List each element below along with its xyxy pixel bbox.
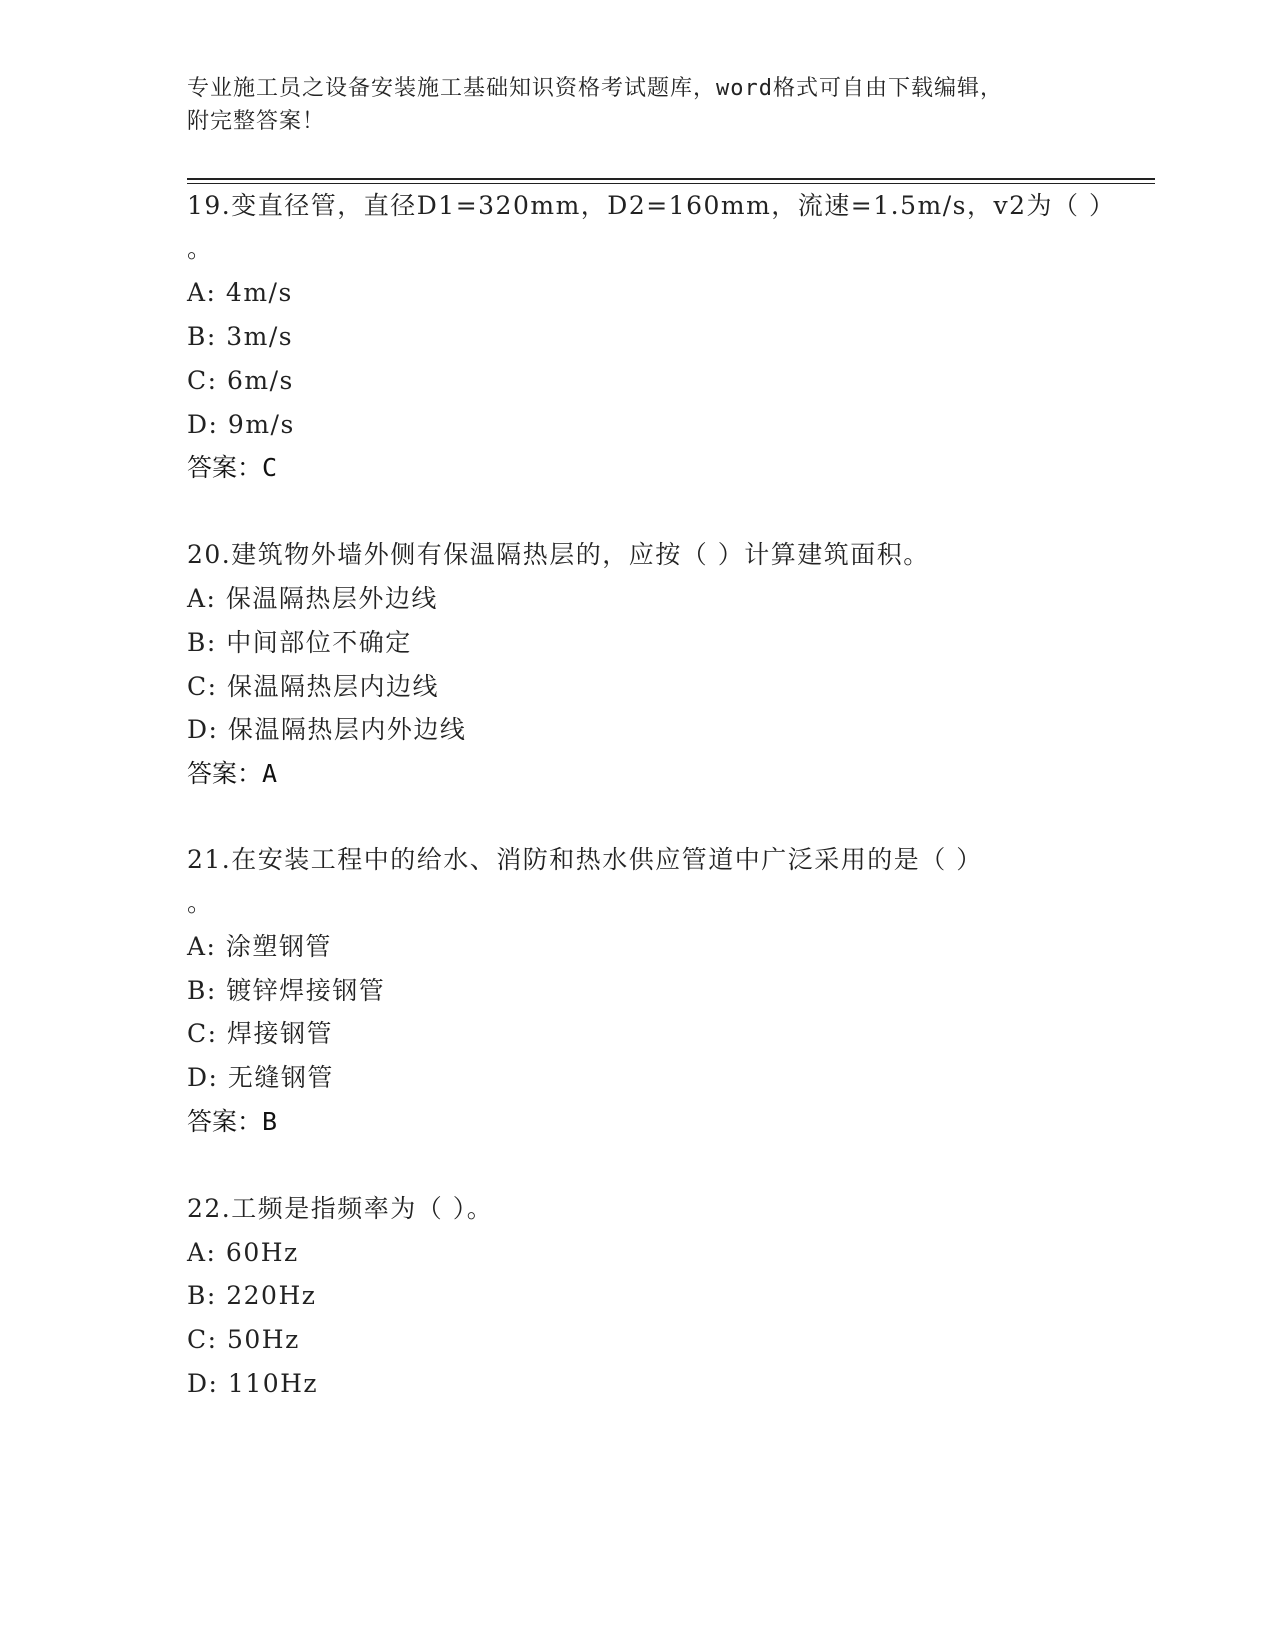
answer-value: C bbox=[262, 453, 278, 482]
question-19-option-d: D: 9m/s bbox=[187, 410, 295, 439]
question-20-answer bbox=[187, 758, 277, 790]
question-20-option-c: C: 保温隔热层内边线 bbox=[187, 672, 439, 701]
question-22-stem: 22.工频是指频率为（ ）。 bbox=[187, 1194, 494, 1223]
question-19-option-b: B: 3m/s bbox=[187, 322, 294, 351]
question-21-stem: 21.在安装工程中的给水、消防和热水供应管道中广泛采用的是（ ） bbox=[187, 845, 983, 874]
question-21-option-a: A: 涂塑钢管 bbox=[187, 932, 332, 961]
question-19-stem: 19.变直径管，直径D1=320mm，D2=160mm，流速=1.5m/s，v2为（ ） bbox=[187, 191, 1116, 220]
header-divider-thick bbox=[187, 178, 1155, 180]
answer-label: 答案： bbox=[187, 1107, 263, 1136]
question-21-option-c: C: 焊接钢管 bbox=[187, 1019, 333, 1048]
question-22-option-a: A: 60Hz bbox=[187, 1238, 299, 1267]
question-20-stem: 20.建筑物外墙外侧有保温隔热层的，应按（ ）计算建筑面积。 bbox=[187, 540, 930, 569]
question-19-option-c: C: 6m/s bbox=[187, 366, 294, 395]
answer-label: 答案： bbox=[187, 759, 263, 788]
answer-value: A bbox=[262, 759, 278, 788]
question-20-option-a: A: 保温隔热层外边线 bbox=[187, 584, 438, 613]
document-header bbox=[187, 72, 1087, 138]
question-22-option-c: C: 50Hz bbox=[187, 1325, 300, 1354]
question-22-option-b: B: 220Hz bbox=[187, 1281, 317, 1310]
question-21-option-d: D: 无缝钢管 bbox=[187, 1063, 334, 1092]
header-divider-thin bbox=[187, 183, 1155, 184]
answer-label: 答案： bbox=[187, 453, 263, 482]
question-21-answer bbox=[187, 1106, 277, 1138]
header-line-2: 附完整答案！ bbox=[187, 109, 326, 134]
question-20-option-d: D: 保温隔热层内外边线 bbox=[187, 715, 467, 744]
question-19-stem-cont: 。 bbox=[187, 234, 214, 263]
question-19-answer bbox=[187, 452, 277, 484]
question-21-stem-cont: 。 bbox=[187, 888, 214, 917]
question-19-option-a: A: 4m/s bbox=[187, 278, 293, 307]
question-22-option-d: D: 110Hz bbox=[187, 1369, 319, 1398]
question-21-option-b: B: 镀锌焊接钢管 bbox=[187, 976, 386, 1005]
header-line-1: 专业施工员之设备安装施工基础知识资格考试题库，word格式可自由下载编辑， bbox=[187, 76, 1003, 101]
question-20-option-b: B: 中间部位不确定 bbox=[187, 628, 412, 657]
answer-value: B bbox=[262, 1107, 278, 1136]
